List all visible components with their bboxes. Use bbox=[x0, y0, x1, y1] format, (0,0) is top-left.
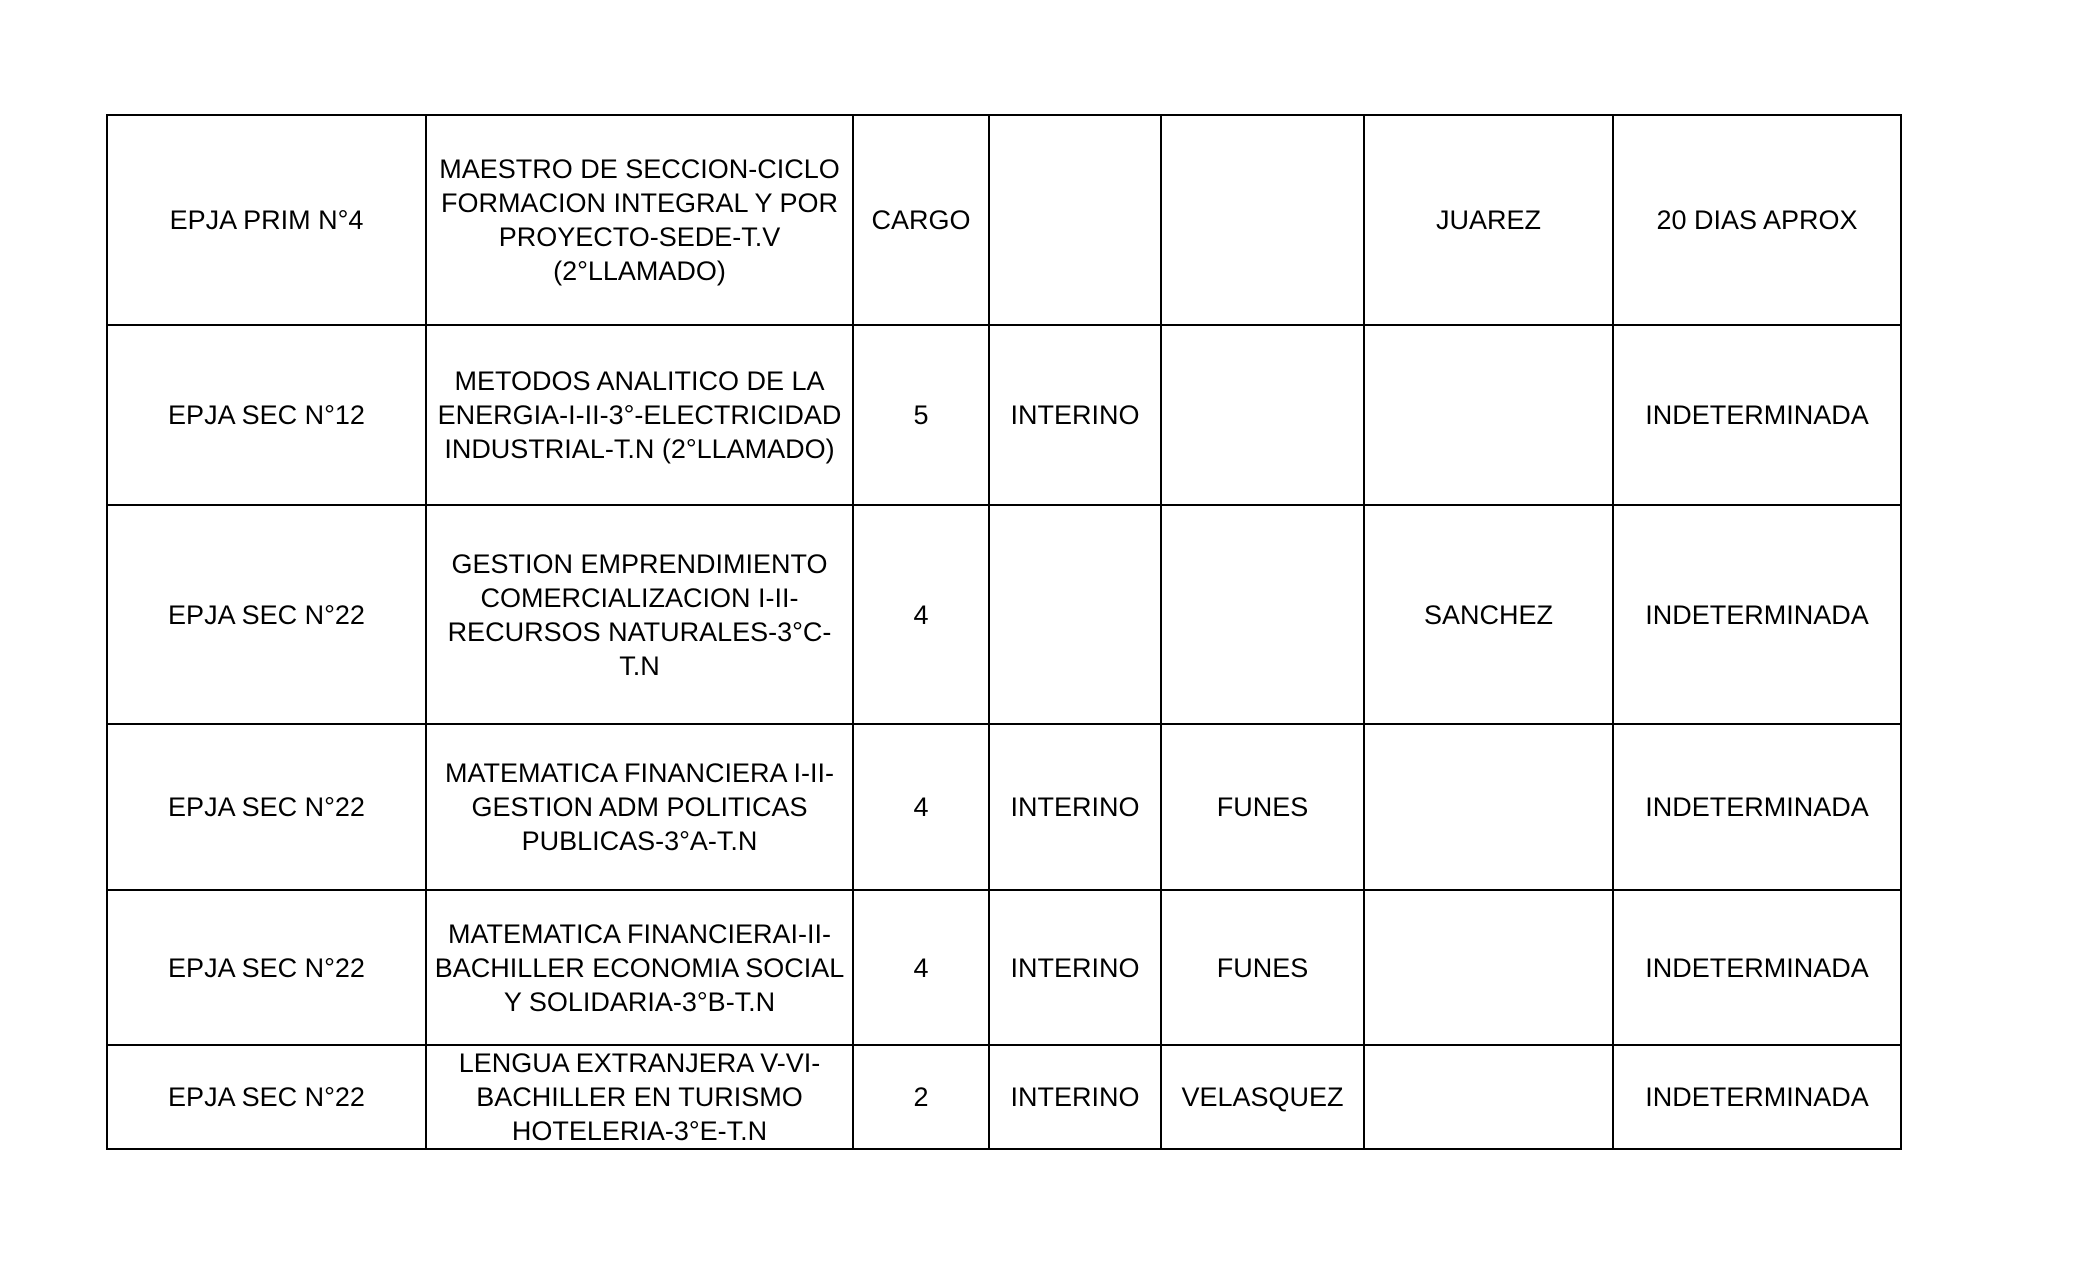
school-cell: EPJA SEC N°22 bbox=[107, 505, 426, 724]
table-row bbox=[107, 115, 1901, 325]
hours-cell: 2 bbox=[853, 1045, 989, 1149]
duration-cell: 20 DIAS APROX bbox=[1613, 115, 1901, 325]
teacher-cell bbox=[1161, 325, 1364, 505]
hours-cell: 4 bbox=[853, 505, 989, 724]
teacher-cell bbox=[1161, 115, 1364, 325]
teacher-cell: FUNES bbox=[1161, 724, 1364, 890]
replacement-cell: JUAREZ bbox=[1364, 115, 1613, 325]
teacher-cell: VELASQUEZ bbox=[1161, 1045, 1364, 1149]
hours-cell: CARGO bbox=[853, 115, 989, 325]
replacement-cell bbox=[1364, 1045, 1613, 1149]
replacement-cell: SANCHEZ bbox=[1364, 505, 1613, 724]
replacement-cell bbox=[1364, 325, 1613, 505]
table-row bbox=[107, 890, 1901, 1045]
status-cell: INTERINO bbox=[989, 1045, 1161, 1149]
subject-cell: MATEMATICA FINANCIERAI-II- BACHILLER ECONOMIA SOCIAL Y SOLIDARIA-3°B-T.N bbox=[426, 890, 853, 1045]
status-cell bbox=[989, 505, 1161, 724]
status-cell: INTERINO bbox=[989, 325, 1161, 505]
subject-cell: MATEMATICA FINANCIERA I-II- GESTION ADM POLITICAS PUBLICAS-3°A-T.N bbox=[426, 724, 853, 890]
duration-cell: INDETERMINADA bbox=[1613, 325, 1901, 505]
subject-cell: MAESTRO DE SECCION-CICLO FORMACION INTEGRAL Y POR PROYECTO-SEDE-T.V (2°LLAMADO) bbox=[426, 115, 853, 325]
subject-cell: METODOS ANALITICO DE LA ENERGIA-I-II-3°-ELECTRICIDAD INDUSTRIAL-T.N (2°LLAMADO) bbox=[426, 325, 853, 505]
status-cell: INTERINO bbox=[989, 724, 1161, 890]
school-cell: EPJA SEC N°22 bbox=[107, 724, 426, 890]
duration-cell: INDETERMINADA bbox=[1613, 1045, 1901, 1149]
table-row bbox=[107, 1045, 1901, 1149]
subject-cell: LENGUA EXTRANJERA V-VI- BACHILLER EN TURISMO HOTELERIA-3°E-T.N bbox=[426, 1045, 853, 1149]
subject-cell: GESTION EMPRENDIMIENTO COMERCIALIZACION I-II- RECURSOS NATURALES-3°C- T.N bbox=[426, 505, 853, 724]
teacher-cell bbox=[1161, 505, 1364, 724]
school-cell: EPJA SEC N°12 bbox=[107, 325, 426, 505]
duration-cell: INDETERMINADA bbox=[1613, 505, 1901, 724]
status-cell: INTERINO bbox=[989, 890, 1161, 1045]
hours-cell: 5 bbox=[853, 325, 989, 505]
school-cell: EPJA SEC N°22 bbox=[107, 1045, 426, 1149]
status-cell bbox=[989, 115, 1161, 325]
duration-cell: INDETERMINADA bbox=[1613, 890, 1901, 1045]
replacement-cell bbox=[1364, 724, 1613, 890]
table-row bbox=[107, 505, 1901, 724]
hours-cell: 4 bbox=[853, 724, 989, 890]
school-cell: EPJA SEC N°22 bbox=[107, 890, 426, 1045]
table-row bbox=[107, 325, 1901, 505]
duration-cell: INDETERMINADA bbox=[1613, 724, 1901, 890]
vacancy-table bbox=[106, 114, 1902, 1150]
table-row bbox=[107, 724, 1901, 890]
replacement-cell bbox=[1364, 890, 1613, 1045]
hours-cell: 4 bbox=[853, 890, 989, 1045]
school-cell: EPJA PRIM N°4 bbox=[107, 115, 426, 325]
teacher-cell: FUNES bbox=[1161, 890, 1364, 1045]
